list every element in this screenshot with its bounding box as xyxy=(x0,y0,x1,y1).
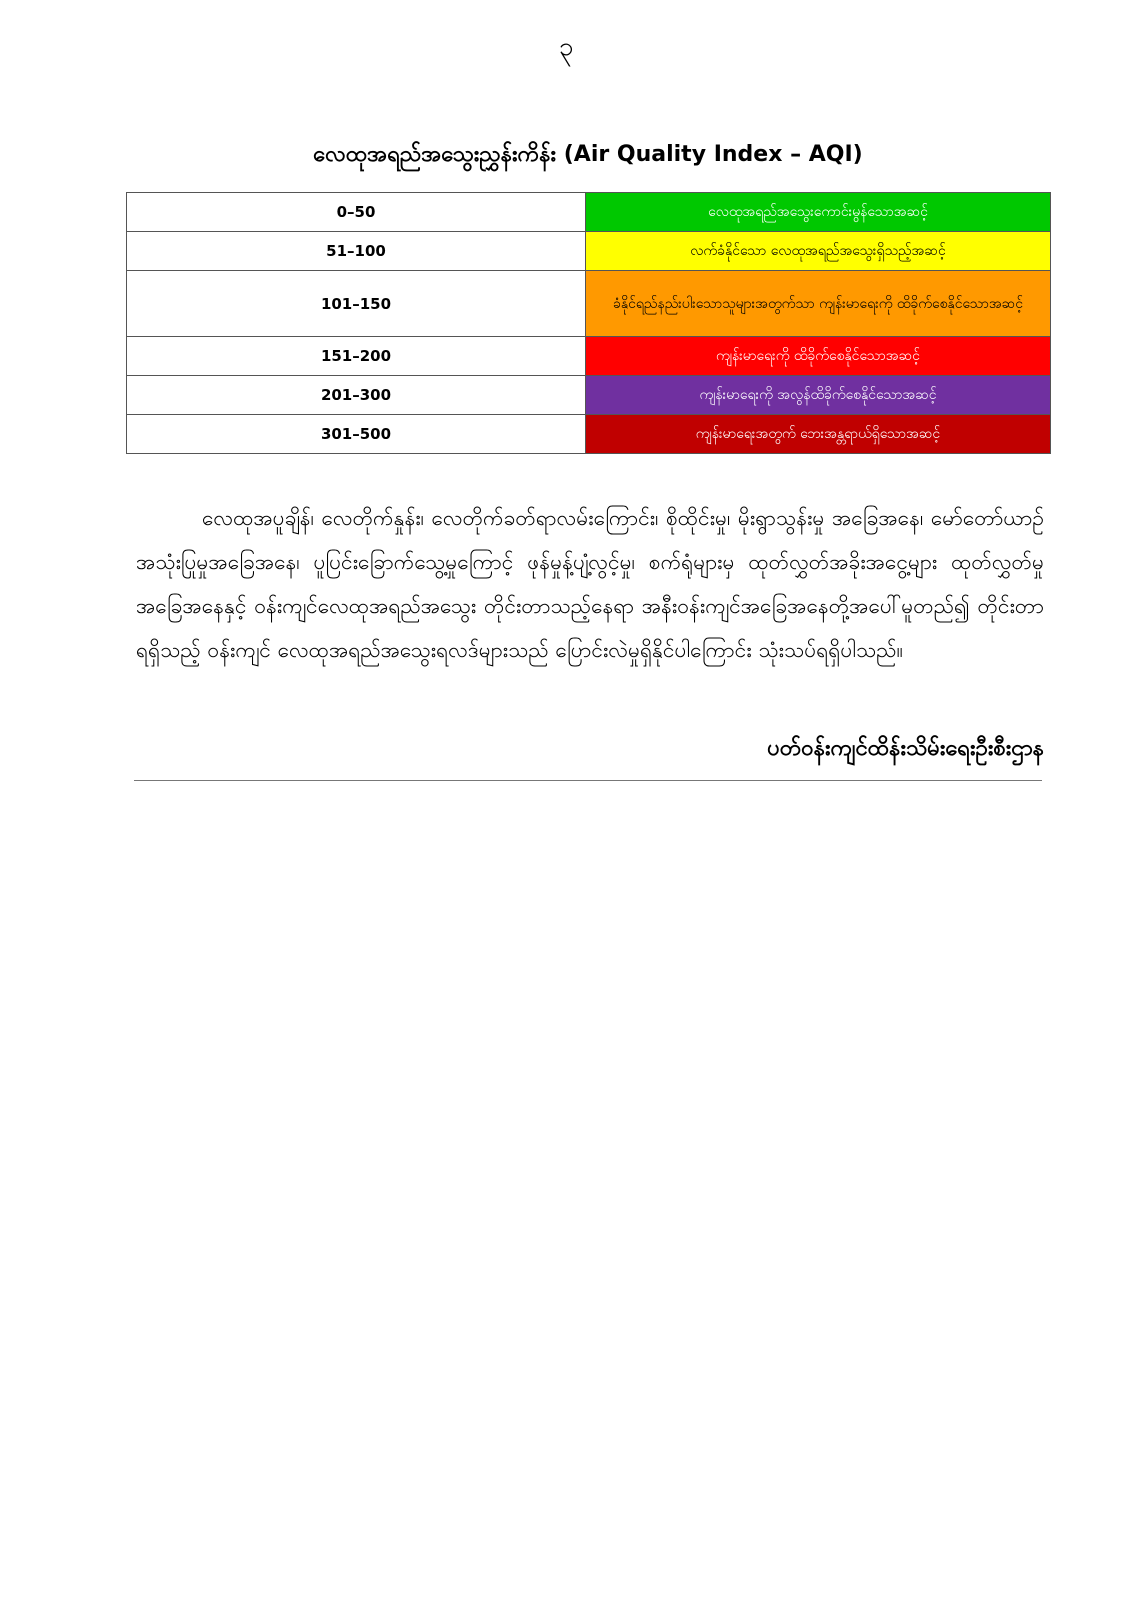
body-paragraph: လေထုအပူချိန်၊ လေတိုက်နှုန်း၊ လေတိုက်ခတ်ရာလမ်းကြောင်း၊ စိုထိုင်းမှု၊ မိုးရွာသွန်းမှု အခြေအနေ၊ မော်တော်ယာဉ်အသုံးပြုမှုအခြေအနေ၊ ပူပြင်းခြောက်သွေ့မှုကြောင့် ဖုန်မှုန့်ပျံ့လွင့်မှု၊ စက်ရုံများမှ ထုတ်လွှတ်အခိုးအငွေ့များ ထုတ်လွှတ်မှုအခြေအနေနှင့် ဝန်းကျင်လေထုအရည်အသွေး တိုင်းတာသည့်နေရာ အနီးဝန်းကျင်အခြေအနေတို့အပေါ်မူတည်၍ တိုင်းတာရရှိသည့် ဝန်းကျင် လေထုအရည်အသွေးရလဒ်များသည် ပြောင်းလဲမှုရှိနိုင်ပါကြောင်း သုံးသပ်ရရှိပါသည်။ xyxy=(136,506,1044,662)
aqi-range-cell: 0–50 xyxy=(127,193,586,232)
aqi-category-cell: ကျန်းမာရေးအတွက် ဘေးအန္တရာယ်ရှိသောအဆင့် xyxy=(586,415,1051,454)
document-title: လေထုအရည်အသွေးညွှန်းကိန်း (Air Quality Index – AQI) xyxy=(313,142,863,167)
aqi-category-cell: လက်ခံနိုင်သော လေထုအရည်အသွေးရှိသည့်အဆင့် xyxy=(586,232,1051,271)
page-number: ၃ xyxy=(558,32,574,62)
aqi-range-cell: 301–500 xyxy=(127,415,586,454)
aqi-table-row xyxy=(127,415,1051,454)
aqi-category-cell: လေထုအရည်အသွေးကောင်းမွန်သောအဆင့် xyxy=(586,193,1051,232)
bottom-divider xyxy=(134,780,1042,781)
aqi-table-row xyxy=(127,193,1051,232)
aqi-table xyxy=(126,192,1051,454)
aqi-table-row xyxy=(127,271,1051,337)
aqi-range-cell: 201–300 xyxy=(127,376,586,415)
aqi-table-row xyxy=(127,376,1051,415)
aqi-category-cell: ကျန်းမာရေးကို ထိခိုက်စေနိုင်သောအဆင့် xyxy=(586,337,1051,376)
department-signature: ပတ်ဝန်းကျင်ထိန်းသိမ်းရေးဦးစီးဌာန xyxy=(767,736,1044,761)
aqi-table-row xyxy=(127,337,1051,376)
aqi-category-cell: ကျန်းမာရေးကို အလွန်ထိခိုက်စေနိုင်သောအဆင့် xyxy=(586,376,1051,415)
aqi-range-cell: 51–100 xyxy=(127,232,586,271)
aqi-table-body xyxy=(127,193,1051,454)
aqi-category-cell: ခံနိုင်ရည်နည်းပါးသောသူများအတွက်သာ ကျန်းမာရေးကို ထိခိုက်စေနိုင်သောအဆင့် xyxy=(586,271,1051,337)
aqi-table-row xyxy=(127,232,1051,271)
aqi-range-cell: 101–150 xyxy=(127,271,586,337)
aqi-range-cell: 151–200 xyxy=(127,337,586,376)
